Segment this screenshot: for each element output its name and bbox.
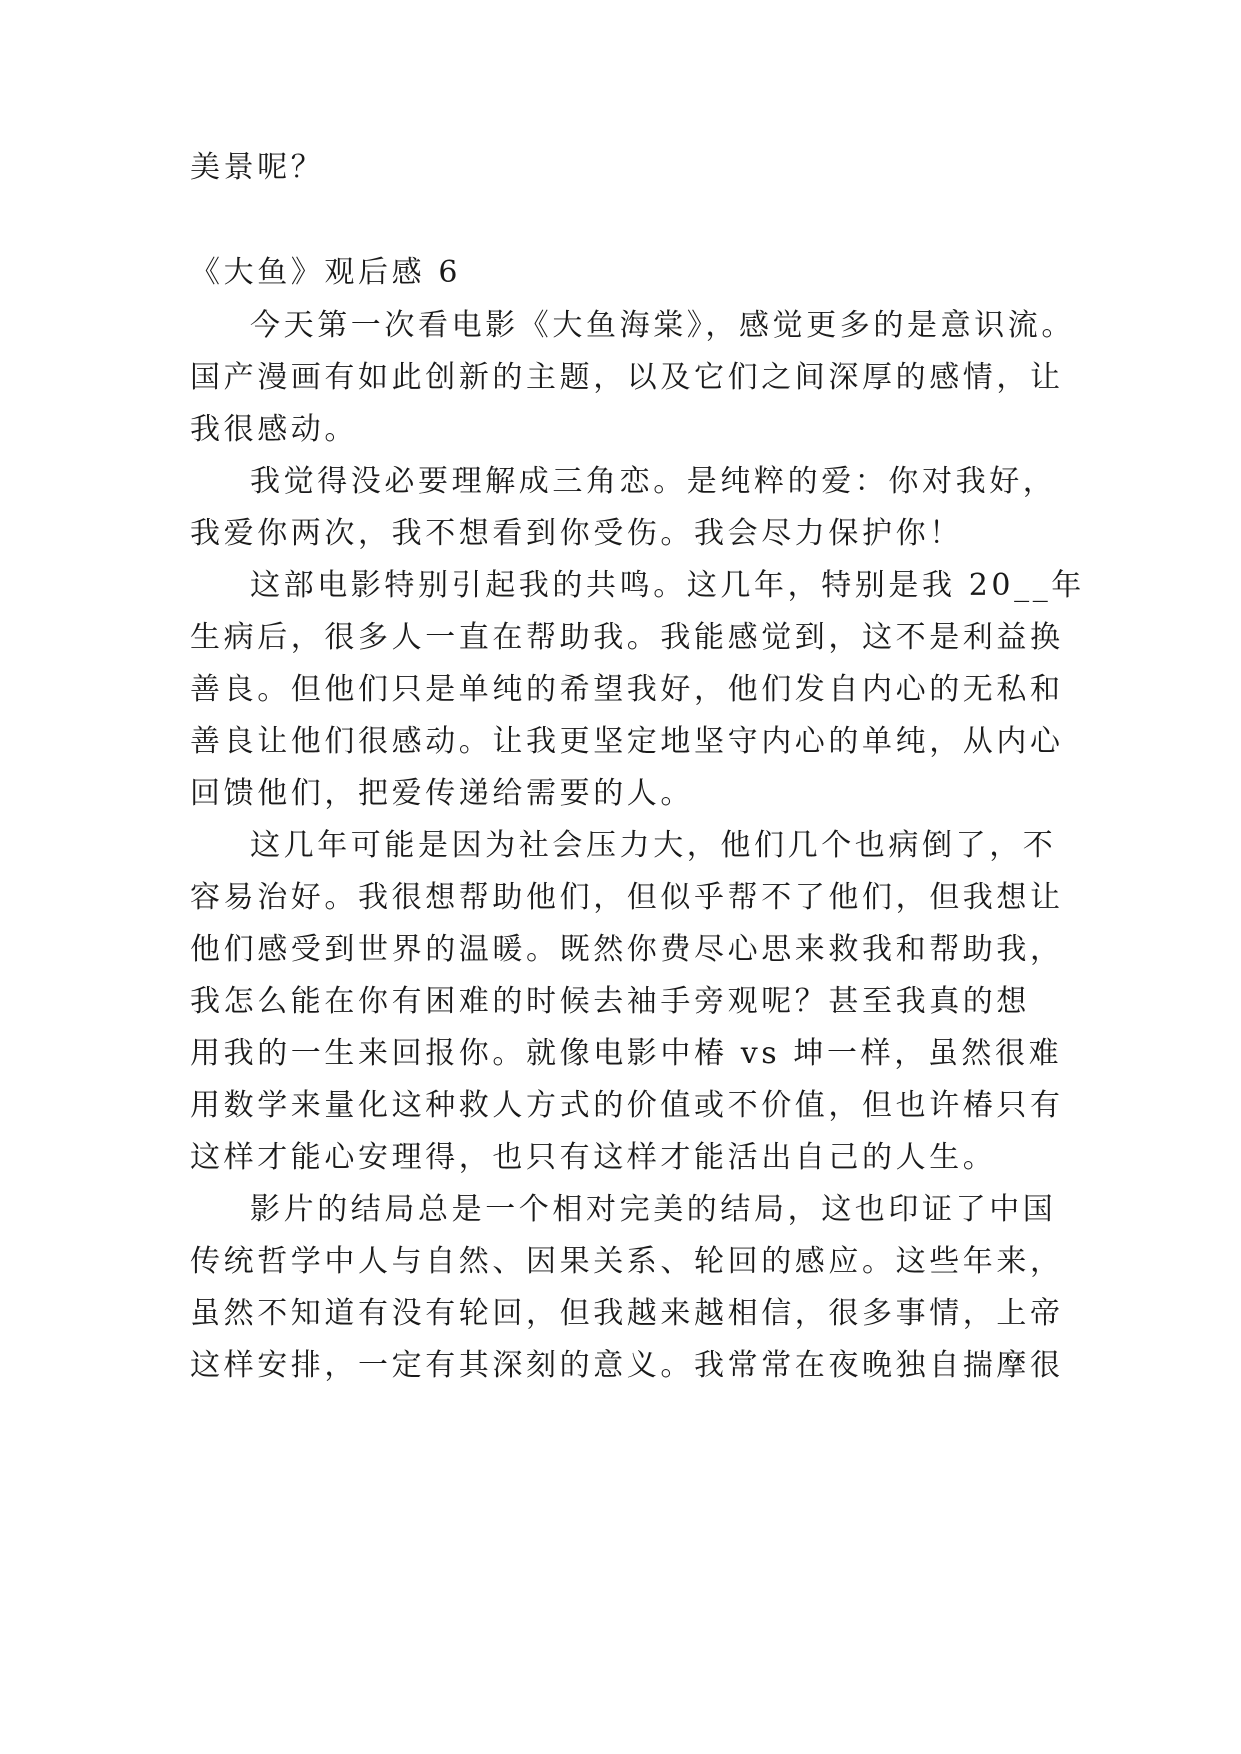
paragraph-line: 我爱你两次，我不想看到你受伤。我会尽力保护你！ [190, 516, 963, 551]
paragraph-line: 传统哲学中人与自然、因果关系、轮回的感应。这些年来， [190, 1244, 1064, 1279]
paragraph-line: 善良让他们很感动。让我更坚定地坚守内心的单纯，从内心 [190, 724, 1064, 759]
paragraph-line: 我很感动。 [190, 412, 358, 447]
paragraph-line: 影片的结局总是一个相对完美的结局，这也印证了中国 [250, 1192, 1057, 1227]
paragraph-line: 生病后，很多人一直在帮助我。我能感觉到，这不是利益换 [190, 620, 1064, 655]
paragraph-line: 用数学来量化这种救人方式的价值或不价值，但也许椿只有 [190, 1088, 1064, 1123]
paragraph-line: 这样安排，一定有其深刻的意义。我常常在夜晚独自揣摩很 [190, 1348, 1064, 1383]
paragraph-line: 这几年可能是因为社会压力大，他们几个也病倒了，不 [250, 828, 1057, 863]
paragraph-line: 我怎么能在你有困难的时候去袖手旁观呢？甚至我真的想 [190, 984, 1030, 1019]
paragraph-line: 回馈他们，把爱传递给需要的人。 [190, 776, 694, 811]
paragraph-line: 容易治好。我很想帮助他们，但似乎帮不了他们，但我想让 [190, 880, 1064, 915]
paragraph-line: 国产漫画有如此创新的主题，以及它们之间深厚的感情，让 [190, 360, 1064, 395]
paragraph-line: 这样才能心安理得，也只有这样才能活出自己的人生。 [190, 1140, 997, 1175]
carryover-text: 美景呢？ [190, 150, 325, 185]
paragraph-line: 善良。但他们只是单纯的希望我好，他们发自内心的无私和 [190, 672, 1064, 707]
paragraph-line: 他们感受到世界的温暖。既然你费尽心思来救我和帮助我， [190, 932, 1064, 967]
paragraph-line: 我觉得没必要理解成三角恋。是纯粹的爱：你对我好， [250, 464, 1057, 499]
paragraph-line: 今天第一次看电影《大鱼海棠》，感觉更多的是意识流。 [250, 308, 1075, 343]
paragraph-line: 虽然不知道有没有轮回，但我越来越相信，很多事情，上帝 [190, 1296, 1064, 1331]
paragraph-line: 用我的一生来回报你。就像电影中椿 vs 坤一样，虽然很难 [190, 1036, 1063, 1071]
section-heading: 《大鱼》观后感 6 [190, 255, 462, 290]
paragraph-line: 这部电影特别引起我的共鸣。这几年，特别是我 20__年 [250, 568, 1085, 603]
